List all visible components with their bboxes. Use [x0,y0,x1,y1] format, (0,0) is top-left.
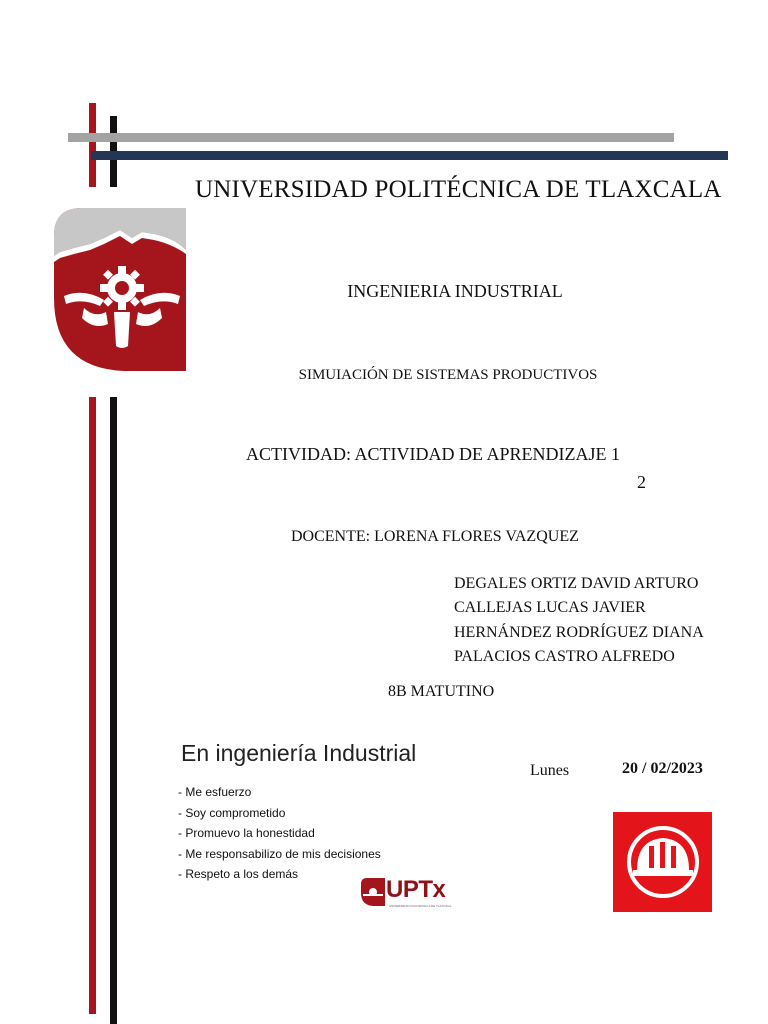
group-label: 8B MATUTINO [388,683,495,700]
gray-horizontal-bar [68,133,674,142]
navy-horizontal-bar [91,151,728,160]
black-vertical-bar-bottom [110,397,117,1024]
value-item: - Soy comprometido [178,805,286,820]
career-name: INGENIERIA INDUSTRIAL [347,281,563,301]
subject-name: SIMUIACIÓN DE SISTEMAS PRODUCTIVOS [298,367,598,383]
value-item: - Me esfuerzo [178,785,252,799]
activity-number: 2 [637,472,646,492]
students-list [454,572,744,669]
student-name: PALACIOS CASTRO ALFREDO [454,647,675,665]
student-name: DEGALES ORTIZ DAVID ARTURO [454,575,699,592]
value-item: - Promuevo la honestidad [178,826,315,840]
hard-hat-icon [613,812,712,912]
activity-title: ACTIVIDAD: ACTIVIDAD DE APRENDIZAJE 1 [246,444,620,464]
teacher-name: DOCENTE: LORENA FLORES VAZQUEZ [291,528,579,545]
value-item: - Me responsabilizo de mis decisiones [178,846,381,861]
value-item: - Respeto a los demás [178,867,299,881]
uptx-seal-icon [361,878,385,906]
uptx-tagline: UNIVERSIDAD POLITÉCNICA DE TLAXCALA [389,904,452,908]
values-list [178,782,418,885]
uptx-wordmark: UPTx [386,876,446,903]
student-name: HERNÁNDEZ RODRÍGUEZ DIANA [454,623,704,641]
values-title: En ingeniería Industrial [181,740,417,766]
day-label: Lunes [530,762,570,779]
university-name: UNIVERSIDAD POLITÉCNICA DE TLAXCALA [195,176,722,203]
red-vertical-bar-bottom [89,397,96,1014]
student-name: CALLEJAS LUCAS JAVIER [454,599,646,617]
uptx-logo [361,876,461,910]
red-vertical-bar-top [89,103,96,187]
university-seal-icon [54,208,186,371]
date-value: 20 / 02/2023 [622,760,703,777]
